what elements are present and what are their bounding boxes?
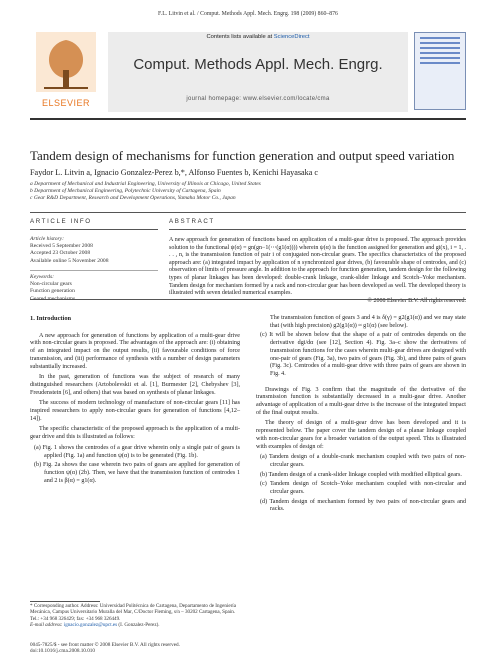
publisher-name: ELSEVIER	[41, 98, 91, 108]
keyword: Geared mechanisms	[30, 295, 76, 302]
paragraph: A new approach for generation of functions by application of a multi-gear drive with non-circular gears is proposed. The advantages of the approach are: (i) obtaining of an integrated impact on the output results, (ii) favourable conditions of force transmission, and (iii) performance of synthesis with a number of design parameters substantially increased.	[30, 332, 240, 370]
elsevier-logo	[30, 32, 102, 108]
list-item: (c) Tandem design of Scotch–Yoke mechanism coupled with non-circular and circular gears.	[260, 481, 466, 496]
article-history: Article history: Received 5 September 2008 Accepted 23 October 2008 Available online 5 November 2008	[30, 236, 158, 265]
paragraph: In the past, generation of functions was the subject of research of many distinguished researchers (Artobolevskii et al. [1], Burmester [2], Chebyshev [3], Freudenstein [6], and others) that was based on synthesis of planar linkages.	[30, 374, 240, 396]
list-item: (c) It will be shown below that the shape of a pair of centrodes depends on the derivative dgi/dα (see [12], Section 4). Fig. 3a–c show the derivatives of transmission functions for the cases wherein multi-gear drives are designed with one-pair of gears (Fig. 3a), two pairs of gears (Fig. 3b), and three pairs of gears (Fig. 3c). Centrodes of a multi-gear drive with three pairs of gears are shown in Fig. 4.	[260, 332, 466, 377]
keyword: Function generation	[30, 288, 75, 295]
divider	[30, 270, 158, 271]
author-list: Faydor L. Litvin a, Ignacio Gonzalez-Perez b,*, Alfonso Fuentes b, Kenichi Hayasaka c	[30, 168, 319, 177]
divider	[30, 212, 466, 213]
footnote-divider	[30, 601, 100, 602]
paragraph: The transmission function of gears 3 and 4 is δ(γ) = g2(g1(α)) and we may state that (with high precision) g2(g1(α)) ≈ g1(α) (see below).	[270, 315, 466, 329]
history-date: Available online 5 November 2008	[30, 257, 109, 264]
divider	[30, 299, 466, 300]
journal-title: Comput. Methods Appl. Mech. Engrg.	[133, 56, 383, 73]
keyword: Non-circular gears	[30, 281, 72, 288]
article-title: Tandem design of mechanisms for function generation and output speed variation	[30, 148, 455, 163]
divider	[169, 229, 466, 230]
article-info-heading: ARTICLE INFO	[30, 218, 92, 225]
paragraph: The theory of design of a multi-gear drive has been developed and it is represented below. The paper cover the tandem design of a planar linkage coupled with non-circular gears for a broader variation of the output speed. This is illustrated with examples of design of:	[256, 420, 466, 450]
right-column	[256, 315, 466, 516]
paragraph: The specific characteristic of the proposed approach is the application of a multi-gear drive and this is illustrated as follows:	[30, 426, 240, 441]
affiliation: b Department of Mechanical Engineering, Polytechnic University of Cartagena, Spain	[30, 188, 221, 194]
affiliation: c Gear R&D Department, Research and Development Operations, Yamaha Motor Co., Japan	[30, 195, 236, 201]
keywords: Keywords: Non-circular gears Function generation Geared mechanisms	[30, 274, 158, 303]
doi[interactable]: doi:10.1016/j.cma.2008.10.010	[30, 648, 95, 655]
footnote: * Corresponding author. Address: Universidad Politécnica de Cartagena, Departamento de Ingeniería Mecánica, Campus Universitario Muralla del Mar, C/Doctor Fleming, s/n – 30202 Cartagena, Spain. Tel.: +34 968 326429; fax: +34 968 326449. E-mail address: ignacio.gonzalez@upct.es (I. Gonzalez-Perez).	[30, 603, 236, 628]
abstract-body: A new approach for generation of functions based on application of a multi-gear drive is proposed. The approach provides solution to the functional ψ(α) = gn(gn−1(⋯(g1(α)))) wherein ψ(α) is the function assigned for generation and gi(x), i = 1, . . . , n, is the transmission function of pair i of conjugated non-circular gears. The specifics characteristics of the proposed approach are: (a) integrated impact by application of n synchronized gear drives, (b) favourable shape of centrodes, and (c) observation of limits of pressure angle. In addition to the approach for function generation, tandem design for the following types of planar linkages has been developed: double-crank linkage, crank-slider linkage and Scotch–Yoke mechanism. Tandem design for mechanism formed by a rack and non-circular gear has been developed as well. The developed theory is illustrated with seven detailed numerical examples. © 2008 Elsevier B.V. All rights reserved.	[169, 237, 466, 304]
left-column	[30, 315, 240, 487]
journal-homepage-link[interactable]: journal homepage: www.elsevier.com/locate/cma	[186, 96, 330, 102]
abstract-heading: ABSTRACT	[169, 218, 215, 225]
affiliation: a Department of Mechanical and Industrial Engineering, University of Illinois at Chicago, United States	[30, 181, 261, 187]
contents-line: Contents lists available at ScienceDirect	[206, 34, 310, 40]
email-link[interactable]: ignacio.gonzalez@upct.es	[63, 621, 118, 628]
elsevier-tree-icon	[36, 32, 96, 92]
sciencedirect-link[interactable]: ScienceDirect	[273, 34, 310, 40]
copyright: © 2008 Elsevier B.V. All rights reserved.	[367, 297, 466, 304]
list-item: (a) Tandem design of a double-crank mechanism coupled with two pairs of non-circular gears.	[260, 454, 466, 468]
running-head: F.L. Litvin et al. / Comput. Methods Appl. Mech. Engrg. 198 (2009) 860–876	[158, 11, 338, 17]
divider	[30, 229, 158, 230]
list-item: (d) Tandem design of mechanism formed by two pairs of non-circular gears and racks.	[260, 498, 466, 513]
section-heading: 1. Introduction	[30, 315, 72, 322]
paragraph: The success of modern technology of manufacture of non-circular gears [11] has inspired researchers to apply non-circular gears for generation of functions [4,12–14]).	[30, 400, 240, 422]
issn-block: 0045-7825/$ - see front matter © 2008 Elsevier B.V. All rights reserved. doi:10.1016/j.cma.2008.10.010	[30, 642, 240, 655]
list-item: (b) Fig. 2a shows the case wherein two pairs of gears are applied for generation of function ψ(α) (2b). Then, we have that the transmission function of centrodes 1 and 2 is β(α) = g1(α).	[34, 462, 240, 484]
journal-cover-thumbnail	[414, 32, 466, 110]
history-date: Received 5 September 2008	[30, 243, 93, 250]
list-item: (b) Tandem design of a crank-slider linkage coupled with modified elliptical gears.	[260, 471, 462, 478]
history-date: Accepted 23 October 2008	[30, 250, 91, 257]
list-item: (a) Fig. 1 shows the centrodes of a gear drive wherein only a single pair of gears is applied (Fig. 1a) and function ψ(α) is to be generated (Fig. 1b).	[34, 444, 240, 459]
journal-banner	[108, 32, 408, 112]
paragraph: Drawings of Fig. 3 confirm that the magnitude of the derivative of the transmission function is substantially decreased in a multi-gear drive. Another advantage of application of a multi-gear drive is the increase of the integrated impact of the final output results.	[256, 386, 466, 416]
journal-header	[30, 24, 466, 120]
